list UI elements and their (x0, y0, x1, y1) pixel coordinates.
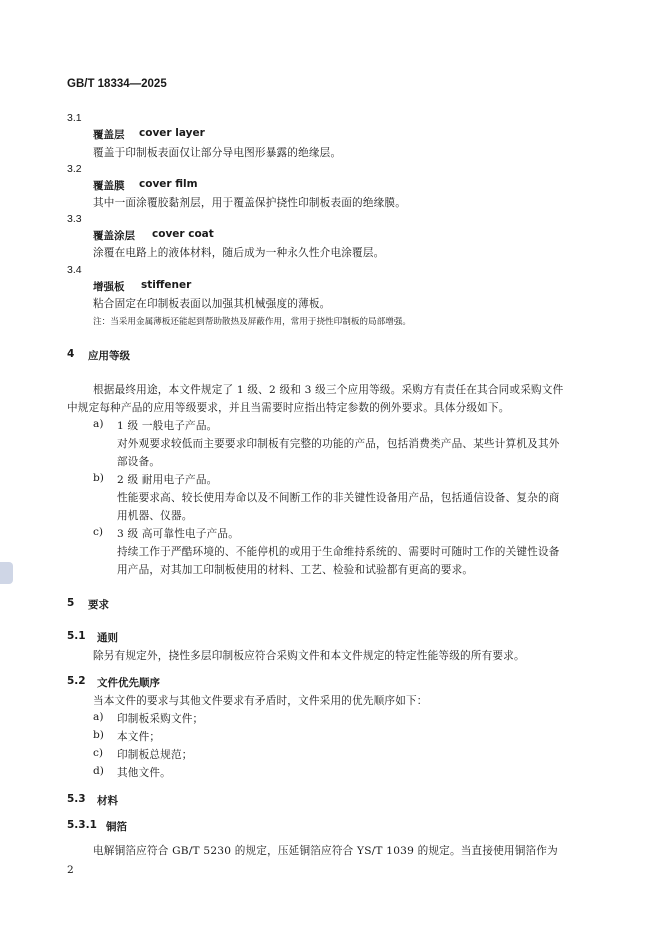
list-item-line: 持续工作于严酷环境的、不能停机的或用于生命维持系统的、需要时可随时工作的关键性设备 (117, 546, 560, 558)
list-item-line: 用产品，对其加工印制板使用的材料、工艺、检验和试验都有更高的要求。 (117, 564, 474, 576)
paragraph-line: 中规定每种产品的应用等级要求，并且当需要时应指出特定参数的例外要求。具体分级如下。 (67, 402, 510, 414)
subsection-number: 5.1 (67, 630, 86, 642)
list-item-line: 性能要求高、较长使用寿命以及不间断工作的非关键性设备用产品，包括通信设备、复杂的商 (117, 492, 560, 504)
term-zh: 增强板 (93, 281, 125, 293)
list-item-title: 3 级 高可靠性电子产品。 (117, 528, 240, 540)
list-item-line: 对外观要求较低而主要要求印制板有完整的功能的产品，包括消费类产品、某些计算机及其外 (117, 438, 560, 450)
subsection-title: 通则 (97, 632, 118, 644)
term-en: stiffener (141, 279, 192, 291)
term-definition: 其中一面涂覆胶黏剂层，用于覆盖保护挠性印制板表面的绝缘膜。 (93, 197, 407, 209)
subsection-title: 铜箔 (106, 821, 127, 833)
paragraph-line: 电解铜箔应符合 GB/T 5230 的规定，压延铜箔应符合 YS/T 1039 的规定。当直接使用铜箔作为 (93, 845, 558, 857)
list-label: b) (93, 472, 104, 484)
section-number: 5 (67, 597, 75, 609)
subsection-number: 5.3.1 (67, 819, 97, 831)
list-item-title: 2 级 耐用电子产品。 (117, 474, 218, 486)
term-en: cover film (139, 178, 198, 190)
term-note: 注：当采用金属薄板还能起到帮助散热及屏蔽作用，常用于挠性印制板的局部增强。 (93, 317, 411, 327)
standard-number-header: GB/T 18334—2025 (67, 78, 167, 90)
term-zh: 覆盖层 (93, 129, 125, 141)
term-number: 3.1 (67, 112, 82, 124)
term-en: cover coat (152, 228, 214, 240)
paragraph-line: 当本文件的要求与其他文件要求有矛盾时，文件采用的优先顺序如下： (93, 695, 428, 707)
term-number: 3.4 (67, 264, 82, 276)
paragraph-line: 除另有规定外，挠性多层印制板应符合采购文件和本文件规定的特定性能等级的所有要求。 (93, 650, 525, 662)
term-zh: 覆盖膜 (93, 180, 125, 192)
list-label: c) (93, 526, 104, 538)
term-definition: 涂覆在电路上的液体材料，随后成为一种永久性介电涂覆层。 (93, 247, 385, 259)
term-definition: 覆盖于印制板表面仅让部分导电图形暴露的绝缘层。 (93, 147, 342, 159)
list-item-text: 本文件； (117, 731, 161, 743)
subsection-title: 文件优先顺序 (97, 677, 160, 689)
list-item-text: 印制板采购文件； (117, 713, 204, 725)
paragraph-line: 根据最终用途，本文件规定了 1 级、2 级和 3 级三个应用等级。采购方有责任在其合同或采购文件 (93, 384, 564, 396)
list-label: b) (93, 729, 104, 741)
term-number: 3.2 (67, 163, 82, 175)
subsection-number: 5.3 (67, 793, 86, 805)
subsection-title: 材料 (97, 795, 118, 807)
page-edge-marker (0, 562, 13, 584)
list-item-line: 部设备。 (117, 456, 161, 468)
term-number: 3.3 (67, 213, 82, 225)
list-label: a) (93, 711, 104, 723)
section-title: 要求 (88, 599, 109, 611)
subsection-number: 5.2 (67, 675, 86, 687)
list-label: d) (93, 765, 104, 777)
list-item-text: 印制板总规范； (117, 749, 193, 761)
section-number: 4 (67, 348, 75, 360)
section-title: 应用等级 (88, 350, 130, 362)
list-item-title: 1 级 一般电子产品。 (117, 420, 218, 432)
list-label: a) (93, 418, 104, 430)
list-item-text: 其他文件。 (117, 767, 171, 779)
term-en: cover layer (139, 127, 205, 139)
list-item-line: 用机器、仪器。 (117, 510, 193, 522)
term-definition: 粘合固定在印制板表面以加强其机械强度的薄板。 (93, 298, 331, 310)
page-number: 2 (67, 864, 74, 876)
term-zh: 覆盖涂层 (93, 230, 135, 242)
list-label: c) (93, 747, 104, 759)
